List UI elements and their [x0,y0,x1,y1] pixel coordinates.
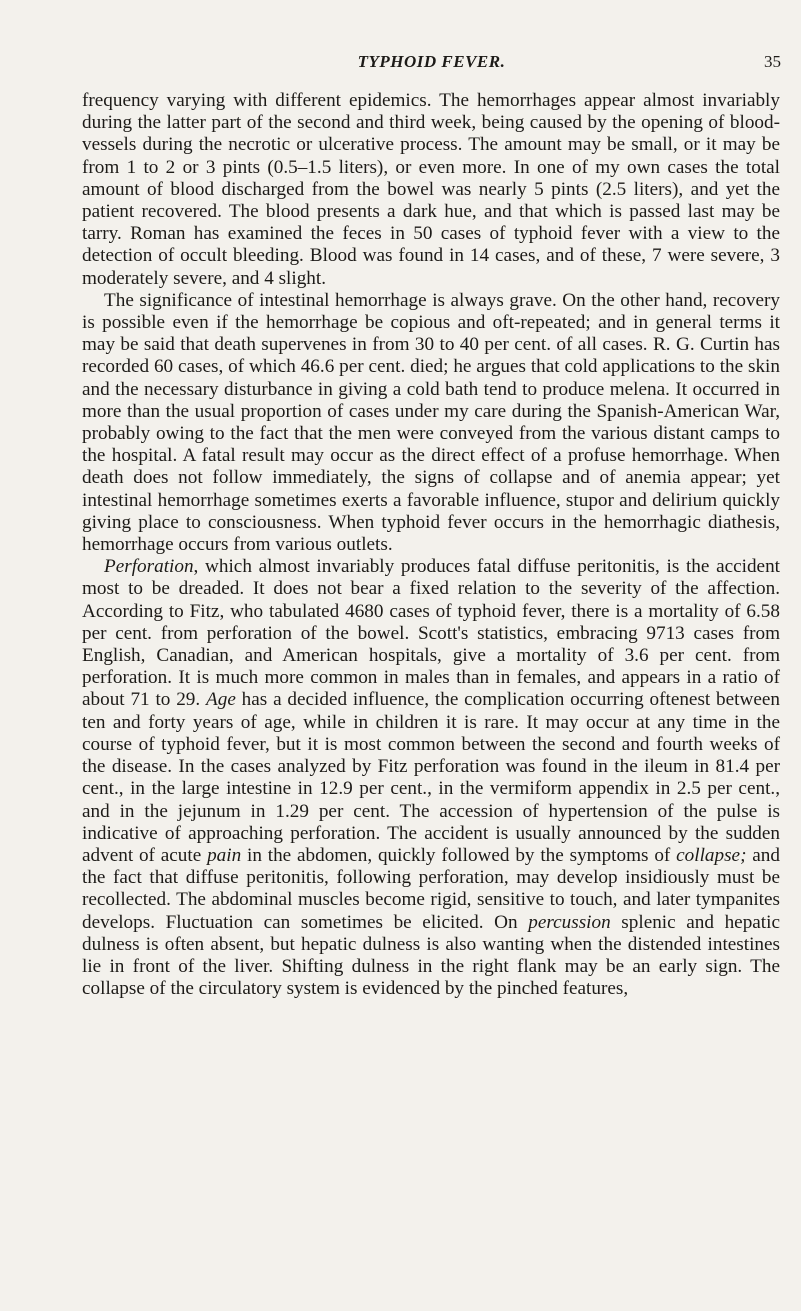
term-age: Age [206,689,236,711]
perforation-text-2: has a decided influence, the complication occurring oftenest between ten and forty years of age, while in children it is rare. It may occur at any time in the course of typhoid fever, but it is most common between the second and fourth weeks of the disease. In the cases analyzed by Fitz perforation was found in the ileum in 81.4 per cent., in the large intestine in 12.9 per cent., in the vermiform appendix in 2.5 per cent., and in the jejunum in 1.29 per cent. The accession of hypertension of the pulse is indicative of approaching perforation. The accident is usually announced by the sudden advent of acute [82,689,780,866]
paragraph-hemorrhage-significance: The significance of intestinal hemorrhage is always grave. On the other hand, recovery is possible even if the hemorrhage be copious and oft-repeated; and in general terms it may be said that death supervenes in from 30 to 40 per cent. of all cases. R. G. Curtin has recorded 60 cases, of which 46.6 per cent. died; he argues that cold applications to the skin and the necessary disturbance in giving a cold bath tend to produce melena. It occurred in more than the usual proportion of cases under my care during the Spanish-American War, probably owing to the fact that the men were conveyed from the various distant camps to the hospital. A fatal result may occur as the direct effect of a profuse hemorrhage. When death does not follow immediately, the signs of collapse and of anemia appear; yet intestinal hemorrhage sometimes exerts a favorable influence, stupor and delirium quickly giving place to consciousness. When typhoid fever occurs in the hemorrhagic diathesis, hemorrhage occurs from various outlets. [82,289,780,556]
paragraph-hemorrhage-amount: frequency varying with different epidemics. The hemorrhages appear almost invariably during the latter part of the second and third week, being caused by the opening of blood-vessels during the necrotic or ulcerative process. The amount may be small, or it may be from 1 to 2 or 3 pints (0.5–1.5 liters), or even more. In one of my own cases the total amount of blood discharged from the bowel was nearly 5 pints (2.5 liters), and yet the patient recovered. The blood presents a dark hue, and that which is passed last may be tarry. Roman has examined the feces in 50 cases of typhoid fever with a view to the detection of occult bleeding. Blood was found in 14 cases, and of these, 7 were severe, 3 moderately severe, and 4 slight. [82,90,780,289]
term-pain: pain [207,844,242,866]
page-number: 35 [764,52,781,71]
body-text [82,90,780,1000]
running-title: TYPHOID FEVER. [357,52,506,71]
paragraph-perforation [82,556,780,1000]
term-collapse: collapse; [676,844,747,866]
perforation-text-3: in the abdomen, quickly followed by the symptoms of [241,844,677,866]
term-percussion: percussion [528,911,611,933]
perforation-text-5: splenic and hepatic dulness is often absent, but hepatic dulness is also wanting when the distended intestines lie in front of the liver. Shifting dulness in the right flank may be an early sign. The collapse of the circulatory system is evidenced by the pinched features, [82,911,780,1000]
perforation-text-1: , which almost invariably produces fatal diffuse peritonitis, is the accident most to be dreaded. It does not bear a fixed relation to the severity of the affection. According to Fitz, who tabulated 4680 cases of typhoid fever, there is a mortality of 6.58 per cent. from perforation of the bowel. Scott's statistics, embracing 9713 cases from English, Canadian, and American hospitals, give a mortality of 3.6 per cent. from perforation. It is much more common in males than in females, and appears in a ratio of about 71 to 29. [82,556,780,711]
running-head [82,52,781,76]
perforation-text-4: and the fact that diffuse peritonitis, following perforation, may develop insidiously must be recollected. The abdominal muscles become rigid, sensitive to touch, and later tympanites develops. Fluctuation can sometimes be elicited. On [82,844,780,933]
term-perforation: Perforation [104,556,194,578]
